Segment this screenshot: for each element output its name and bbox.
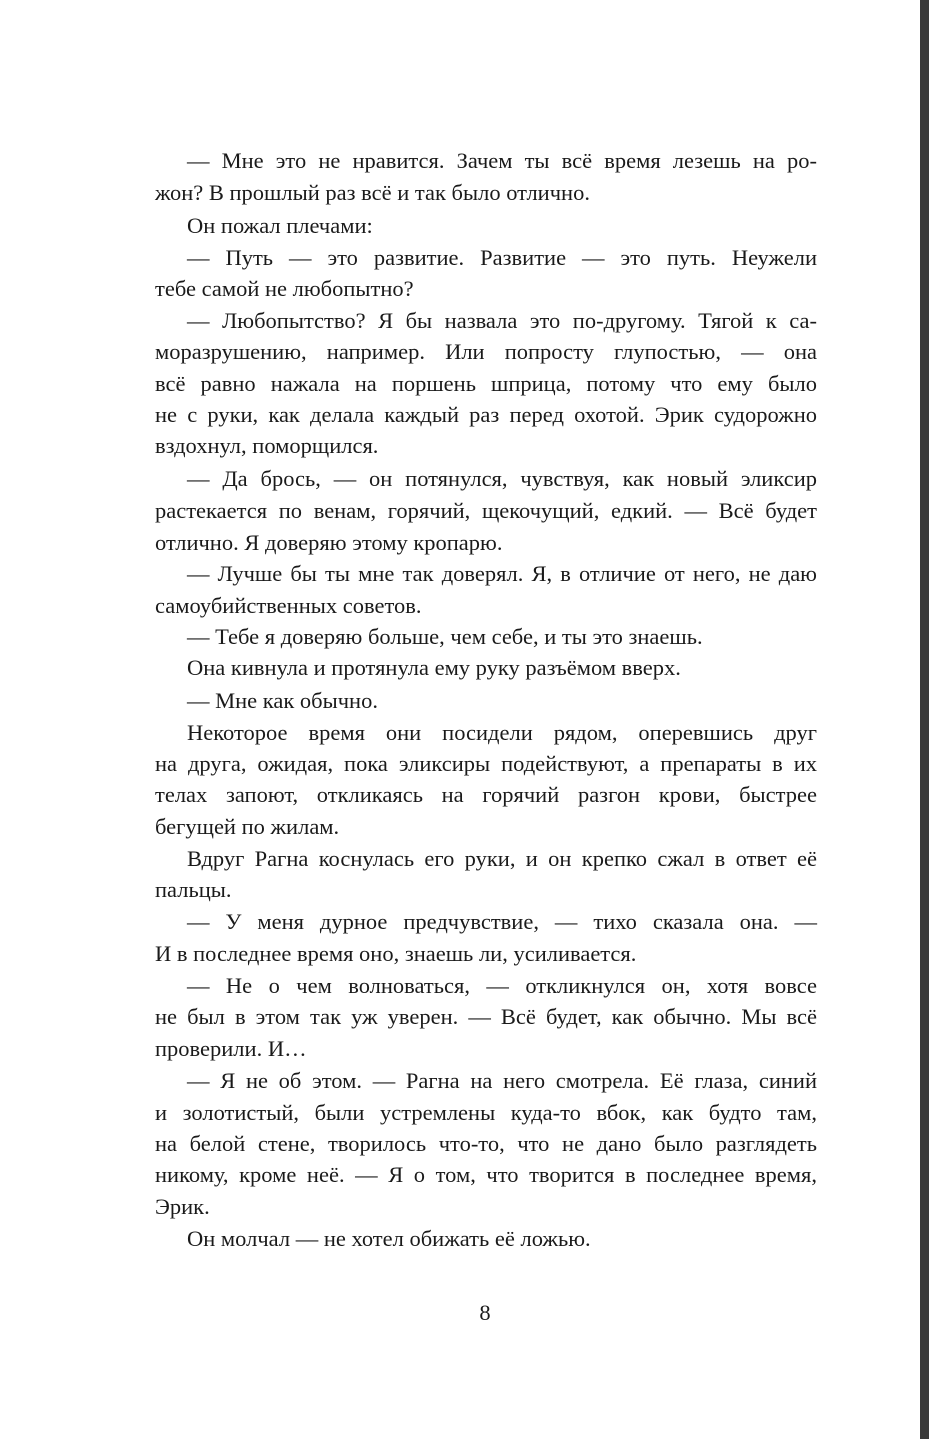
text-line: телах запоют, откликаясь на горячий разгон крови, быстрее xyxy=(155,782,817,807)
page-number: 8 xyxy=(479,1300,491,1325)
text-line: — Любопытство? Я бы назвала это по-другому. Тягой к са- xyxy=(187,308,817,333)
text-line: — Мне это не нравится. Зачем ты всё время лезешь на ро- xyxy=(187,148,817,173)
text-line: — У меня дурное предчувствие, — тихо сказала она. — xyxy=(187,909,817,934)
text-line: проверили. И… xyxy=(155,1036,307,1061)
text-line: — Тебе я доверяю больше, чем себе, и ты это знаешь. xyxy=(187,624,703,649)
text-line: — Лучше бы ты мне так доверял. Я, в отличие от него, не даю xyxy=(187,561,817,586)
text-line: Вдруг Рагна коснулась его руки, и он крепко сжал в ответ её xyxy=(187,846,817,871)
text-line: моразрушению, например. Или попросту глупостью, — она xyxy=(155,339,817,364)
text-line: — Да брось, — он потянулся, чувствуя, как новый эликсир xyxy=(187,466,817,491)
text-line: вздохнул, поморщился. xyxy=(155,433,379,458)
text-line: — Не о чем волноваться, — откликнулся он, хотя вовсе xyxy=(187,973,817,998)
text-line: Эрик. xyxy=(155,1194,210,1219)
page-edge-border xyxy=(920,0,929,1439)
text-line: пальцы. xyxy=(155,877,232,902)
text-line: — Я не об этом. — Рагна на него смотрела. Её глаза, синий xyxy=(187,1068,817,1093)
text-line: тебе самой не любопытно? xyxy=(155,276,414,301)
text-line: — Путь — это развитие. Развитие — это путь. Неужели xyxy=(187,245,817,270)
text-line: на друга, ожидая, пока эликсиры подействуют, а препараты в их xyxy=(155,751,817,776)
text-line: отлично. Я доверяю этому кропарю. xyxy=(155,530,503,555)
text-line: и золотистый, были устремлены куда-то вбок, как будто там, xyxy=(155,1100,817,1125)
text-line: растекается по венам, горячий, щекочущий, едкий. — Всё будет xyxy=(155,498,817,523)
text-line: не с руки, как делала каждый раз перед охотой. Эрик судорожно xyxy=(155,402,817,427)
text-line: всё равно нажала на поршень шприца, потому что ему было xyxy=(155,371,817,396)
text-line: бегущей по жилам. xyxy=(155,814,340,839)
text-line: самоубийственных советов. xyxy=(155,593,422,618)
text-line: Он пожал плечами: xyxy=(187,213,373,238)
text-line: на белой стене, творилось что-то, что не дано было разглядеть xyxy=(155,1131,817,1156)
text-line: Он молчал — не хотел обижать её ложью. xyxy=(187,1226,591,1251)
text-line: никому, кроме неё. — Я о том, что творится в последнее время, xyxy=(155,1162,817,1187)
text-line: не был в этом так уж уверен. — Всё будет, как обычно. Мы всё xyxy=(155,1004,817,1029)
text-line: Она кивнула и протянула ему руку разъёмом вверх. xyxy=(187,655,681,680)
text-line: жон? В прошлый раз всё и так было отлично. xyxy=(155,180,590,205)
text-line: Некоторое время они посидели рядом, оперевшись друг xyxy=(187,720,817,745)
text-line: — Мне как обычно. xyxy=(187,688,378,713)
text-line: И в последнее время оно, знаешь ли, усиливается. xyxy=(155,941,637,966)
